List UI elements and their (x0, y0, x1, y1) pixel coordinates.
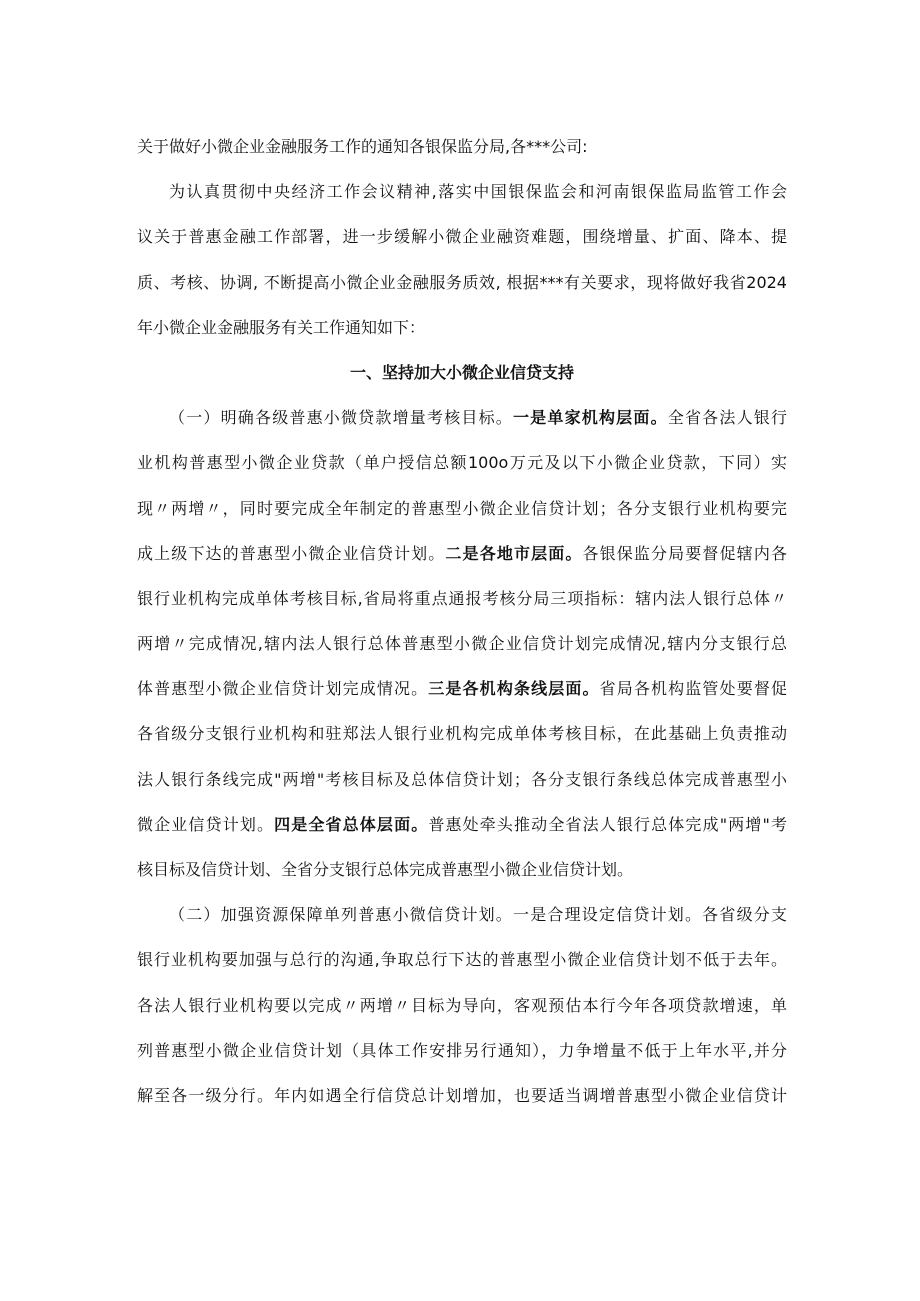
text-line (137, 937, 787, 982)
text-line (137, 711, 787, 756)
text-run: 省局各机构监管处要督促 (599, 679, 787, 699)
text-run: 两增〃完成情况,辖内法人银行总体普惠型小微企业信贷计划完成情况,辖内分支银行总 (137, 634, 787, 654)
bold-text-run: 四是全省总体层面。 (274, 814, 429, 834)
text-line (137, 440, 787, 485)
text-line (137, 395, 787, 440)
text-line (137, 983, 787, 1028)
text-run: 全省各法人银行 (667, 408, 787, 428)
text-run: 体普惠型小微企业信贷计划完成情况。 (137, 679, 429, 699)
text-run: 解至各一级分行。年内如遇全行信贷总计划增加，也要适当调增普惠型小微企业信贷计 (137, 1085, 787, 1105)
text-line (137, 576, 787, 621)
bold-text-run: 一是单家机构层面。 (512, 408, 668, 428)
text-run: 现〃两增〃，同时要完成全年制定的普惠型小微企业信贷计划；各分支银行业机构要完 (137, 498, 787, 518)
text-run: 各银保监分局要督促辖内各 (582, 543, 787, 563)
text-line (137, 847, 787, 892)
text-line (137, 621, 787, 666)
section-heading (137, 350, 787, 395)
text-run: 法人银行条线完成"两增"考核目标及总体信贷计划；各分支银行条线总体完成普惠型小 (137, 769, 787, 789)
text-run: 各法人银行业机构要以完成〃两增〃目标为导向，客观预估本行今年各项贷款增速，单 (137, 995, 787, 1015)
text-line (137, 1073, 787, 1118)
text-run: 议关于普惠金融工作部署，进一步缓解小微企业融资难题，围绕增量、扩面、降本、提 (137, 227, 787, 247)
text-run: 年小微企业金融服务有关工作通知如下： (137, 317, 426, 337)
text-line (137, 260, 787, 305)
bold-text-run: 二是各地市层面。 (445, 543, 583, 563)
text-run: 成上级下达的普惠型小微企业信贷计划。 (137, 543, 446, 563)
document-body (137, 124, 787, 1118)
text-run: 一、坚持加大小微企业信贷支持 (349, 362, 574, 382)
text-run: 微企业信贷计划。 (137, 814, 275, 834)
text-run: 关于做好小微企业金融服务工作的通知各银保监分局,各***公司: (137, 137, 588, 156)
text-run: 各省级分支银行业机构和驻郑法人银行业机构完成单体考核目标，在此基础上负责推动 (137, 724, 787, 744)
text-run: 业机构普惠型小微企业贷款（单户授信总额100o万元及以下小微企业贷款，下同）实 (137, 453, 787, 473)
text-line (137, 305, 787, 350)
text-line (137, 531, 787, 576)
text-run: 为认真贯彻中央经济工作会议精神,落实中国银保监会和河南银保监局监管工作会 (169, 182, 787, 202)
text-line (137, 169, 787, 214)
text-run: （二）加强资源保障单列普惠小微信贷计划。一是合理设定信贷计划。各省级分支 (169, 905, 787, 925)
text-run: （一）明确各级普惠小微贷款增量考核目标。 (169, 408, 513, 428)
text-run: 列普惠型小微企业信贷计划（具体工作安排另行通知），力争增量不低于上年水平,并分 (137, 1040, 787, 1060)
text-line (137, 666, 787, 711)
text-run: 银行业机构要加强与总行的沟通,争取总行下达的普惠型小微企业信贷计划不低于去年。 (137, 950, 787, 970)
text-run: 核目标及信贷计划、全省分支银行总体完成普惠型小微企业信贷计划。 (137, 860, 634, 879)
text-run: 银行业机构完成单体考核目标,省局将重点通报考核分局三项指标：辖内法人银行总体〃 (137, 588, 787, 608)
text-line (137, 757, 787, 802)
text-line (137, 892, 787, 937)
text-run: 普惠处牵头推动全省法人银行总体完成"两增"考 (428, 814, 787, 834)
bold-text-run: 三是各机构条线层面。 (428, 679, 600, 699)
text-line (137, 1028, 787, 1073)
text-line (137, 486, 787, 531)
text-line (137, 802, 787, 847)
text-line (137, 124, 787, 169)
text-run: 质、考核、协调, 不断提高小微企业金融服务质效, 根据***有关要求，现将做好我省2024 (137, 272, 787, 292)
text-line (137, 214, 787, 259)
